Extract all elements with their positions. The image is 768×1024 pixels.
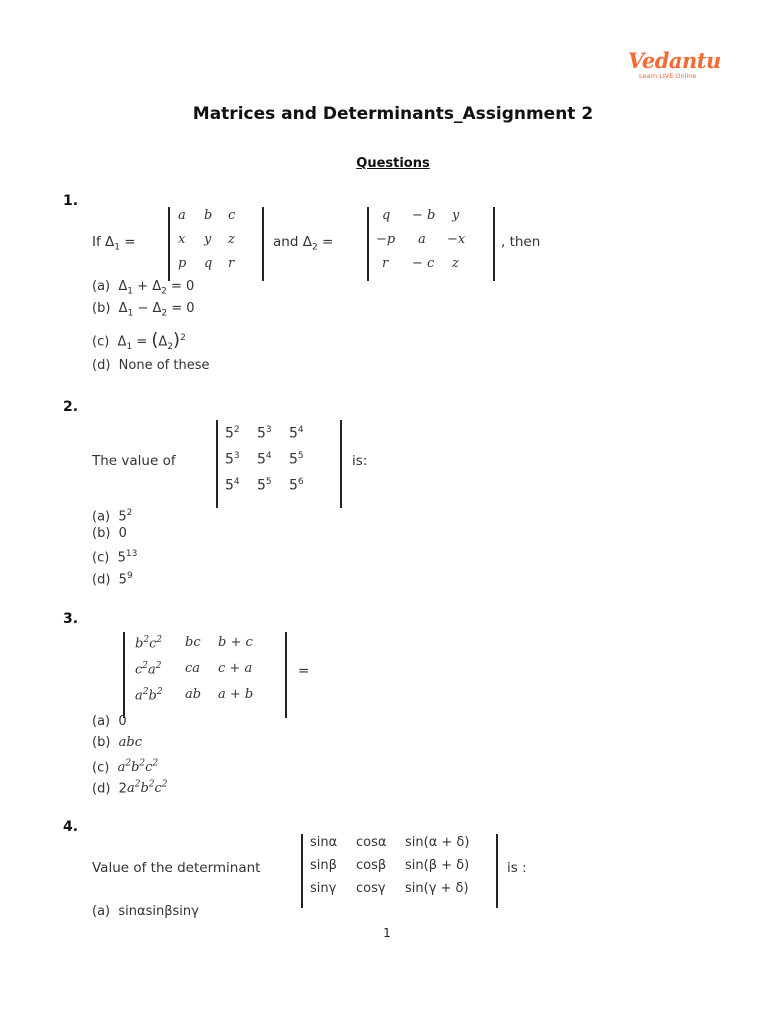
determinant-bar-right bbox=[493, 207, 495, 281]
matrix-cell: p bbox=[178, 256, 187, 271]
question-number: 3. bbox=[63, 611, 79, 627]
matrix-cell: $5^3$ bbox=[225, 451, 240, 468]
question-number: 4. bbox=[63, 819, 79, 835]
matrix-cell: c + a bbox=[218, 661, 253, 676]
question-1-suffix: , then bbox=[501, 234, 541, 250]
question-1-middle: and $\Delta_2$ = bbox=[273, 234, 334, 253]
matrix-cell: y bbox=[204, 232, 212, 247]
matrix-cell: q bbox=[204, 256, 213, 271]
matrix-cell: r bbox=[382, 256, 389, 271]
matrix-cell: y bbox=[452, 208, 460, 223]
matrix-cell: $5^4$ bbox=[257, 451, 272, 468]
option-a: (a) $5^2$ bbox=[92, 508, 133, 525]
matrix-cell: sinβ bbox=[310, 858, 337, 873]
matrix-cell: b + c bbox=[218, 635, 253, 650]
matrix-cell: a + b bbox=[218, 687, 254, 702]
option-c: (c) $a^2b^2c^2$ bbox=[92, 759, 159, 776]
matrix-cell: sinγ bbox=[310, 881, 337, 896]
question-2-suffix: is: bbox=[352, 453, 368, 469]
matrix-cell: sin(β + δ) bbox=[405, 858, 470, 873]
matrix-cell: ab bbox=[185, 687, 202, 702]
matrix-cell: $5^2$ bbox=[225, 425, 240, 442]
matrix-cell: − b bbox=[412, 208, 436, 223]
option-b: (b) abc bbox=[92, 735, 143, 750]
vedantu-logo bbox=[628, 48, 721, 90]
matrix-cell: $5^4$ bbox=[225, 477, 240, 494]
determinant-trig bbox=[301, 832, 501, 910]
matrix-cell: $5^5$ bbox=[289, 451, 304, 468]
option-d: (d) None of these bbox=[92, 358, 210, 373]
question-2-prefix: The value of bbox=[92, 453, 176, 469]
matrix-cell: −x bbox=[447, 232, 466, 247]
determinant-powers-of-5 bbox=[216, 420, 346, 510]
determinant-bar-left bbox=[123, 632, 125, 718]
matrix-cell: $5^4$ bbox=[289, 425, 304, 442]
matrix-cell: z bbox=[228, 232, 235, 247]
question-3-equals: = bbox=[298, 663, 310, 679]
matrix-cell: bc bbox=[185, 635, 201, 650]
matrix-cell: $5^3$ bbox=[257, 425, 272, 442]
option-b: (b) 0 bbox=[92, 526, 127, 541]
question-1-prefix: If $\Delta_1$ = bbox=[92, 234, 136, 253]
matrix-cell: sin(γ + δ) bbox=[405, 881, 469, 896]
option-d: (d) $5^9$ bbox=[92, 571, 133, 588]
matrix-cell: cosα bbox=[356, 835, 387, 850]
matrix-cell: r bbox=[228, 256, 235, 271]
matrix-cell: −p bbox=[376, 232, 396, 247]
question-4-suffix: is : bbox=[507, 860, 527, 876]
matrix-cell: a bbox=[178, 208, 186, 223]
question-number: 2. bbox=[63, 399, 79, 415]
matrix-cell: a bbox=[418, 232, 426, 247]
determinant-bc-ca-ab bbox=[123, 630, 293, 720]
matrix-cell: x bbox=[178, 232, 186, 247]
matrix-cell: z bbox=[452, 256, 459, 271]
option-a: (a) 0 bbox=[92, 714, 127, 729]
matrix-cell: cosβ bbox=[356, 858, 387, 873]
matrix-cell: $5^6$ bbox=[289, 477, 304, 494]
determinant-bar-left bbox=[367, 207, 369, 281]
determinant-delta-1 bbox=[168, 205, 268, 283]
matrix-cell: $5^5$ bbox=[257, 477, 272, 494]
determinant-bar-left bbox=[168, 207, 170, 281]
determinant-delta-2 bbox=[367, 205, 499, 283]
logo-tagline: Learn LIVE Online bbox=[639, 72, 697, 80]
question-4-prefix: Value of the determinant bbox=[92, 860, 261, 876]
option-d: (d) $2a^2b^2c^2$ bbox=[92, 780, 168, 797]
page-number: 1 bbox=[383, 926, 391, 940]
option-a: (a) sinαsinβsinγ bbox=[92, 904, 199, 919]
determinant-bar-right bbox=[285, 632, 287, 718]
determinant-bar-left bbox=[301, 834, 303, 908]
question-number: 1. bbox=[63, 193, 79, 209]
matrix-cell: c bbox=[228, 208, 236, 223]
matrix-cell: q bbox=[382, 208, 391, 223]
logo-wordmark: Vedantu bbox=[628, 48, 721, 73]
matrix-cell: sin(α + δ) bbox=[405, 835, 470, 850]
matrix-cell: $b^2c^2$ bbox=[135, 635, 163, 652]
option-a: (a) $\Delta_1 + \Delta_2 = 0$ bbox=[92, 279, 195, 297]
matrix-cell: cosγ bbox=[356, 881, 386, 896]
matrix-cell: − c bbox=[412, 256, 435, 271]
section-heading: Questions bbox=[356, 156, 430, 171]
option-b: (b) $\Delta_1 - \Delta_2 = 0$ bbox=[92, 301, 195, 319]
determinant-bar-left bbox=[216, 420, 218, 508]
matrix-cell: ca bbox=[185, 661, 201, 676]
determinant-bar-right bbox=[496, 834, 498, 908]
matrix-cell: $c^2a^2$ bbox=[135, 661, 162, 678]
option-c: (c) $5^{13}$ bbox=[92, 549, 138, 566]
matrix-cell: $a^2b^2$ bbox=[135, 687, 163, 704]
document-title: Matrices and Determinants_Assignment 2 bbox=[192, 104, 594, 124]
matrix-cell: b bbox=[204, 208, 213, 223]
determinant-bar-right bbox=[340, 420, 342, 508]
determinant-bar-right bbox=[262, 207, 264, 281]
matrix-cell: sinα bbox=[310, 835, 338, 850]
option-c: (c) $\Delta_1 = (\Delta_2)^2$ bbox=[92, 329, 186, 352]
